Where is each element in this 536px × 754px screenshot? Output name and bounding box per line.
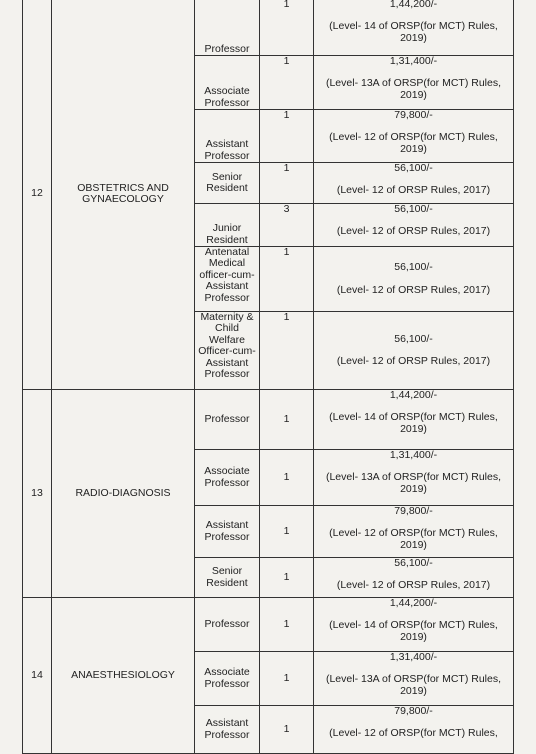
- pay-amount: 1,44,200/-: [389, 0, 438, 10]
- post-name: Junior Resident: [195, 204, 260, 247]
- pay-level: (Level- 12 of ORSP Rules, 2017): [336, 579, 491, 592]
- post-count: 1: [260, 558, 314, 598]
- department-name: RADIO-DIAGNOSIS: [52, 390, 195, 598]
- post-name: Assistant Professor: [195, 110, 260, 163]
- post-name: Associate Professor: [195, 450, 260, 506]
- pay-level: (Level- 12 of ORSP(for MCT) Rules,: [329, 727, 498, 740]
- pay-level: (Level- 14 of ORSP(for MCT) Rules, 2019): [329, 411, 498, 435]
- department-name: ANAESTHESIOLOGY: [52, 598, 195, 754]
- pay-amount: 56,100/-: [394, 261, 433, 274]
- pay-cell: [314, 247, 514, 312]
- pay-amount: 1,31,400/-: [389, 651, 438, 663]
- pay-amount: 56,100/-: [394, 162, 433, 174]
- pay-cell: [314, 652, 514, 706]
- pay-level: (Level- 12 of ORSP(for MCT) Rules, 2019): [329, 527, 498, 551]
- pay-level: (Level- 12 of ORSP Rules, 2017): [336, 283, 491, 296]
- pay-amount: 79,800/-: [394, 705, 433, 717]
- post-name: Professor: [195, 0, 260, 56]
- post-count: 1: [260, 450, 314, 506]
- post-count: 1: [260, 390, 314, 450]
- pay-amount: 1,31,400/-: [389, 449, 438, 461]
- post-name: Maternity & Child Welfare Officer-cum-Assistant Professor: [195, 312, 260, 390]
- pay-level: (Level- 12 of ORSP Rules, 2017): [336, 225, 491, 238]
- department-name: OBSTETRICS AND GYNAECOLOGY: [52, 0, 195, 390]
- post-name: Senior Resident: [195, 163, 260, 204]
- post-count: 1: [260, 506, 314, 558]
- posts-table: [22, 0, 514, 754]
- post-name: Professor: [195, 390, 260, 450]
- pay-cell: [314, 0, 514, 56]
- pay-cell: [314, 56, 514, 110]
- table-row: [23, 0, 514, 56]
- post-name: Assistant Professor: [195, 706, 260, 754]
- post-count: 1: [260, 312, 314, 390]
- table-row: [23, 390, 514, 450]
- post-count: 1: [260, 247, 314, 312]
- pay-level: (Level- 14 of ORSP(for MCT) Rules, 2019): [329, 619, 498, 643]
- post-count: 3: [260, 204, 314, 247]
- pay-level: (Level- 13A of ORSP(for MCT) Rules, 2019): [325, 77, 502, 101]
- post-count: 1: [260, 110, 314, 163]
- serial-number: 14: [23, 598, 52, 754]
- pay-level: (Level- 12 of ORSP Rules, 2017): [336, 184, 491, 197]
- post-name: Associate Professor: [195, 56, 260, 110]
- serial-number: 12: [23, 0, 52, 390]
- pay-amount: 79,800/-: [394, 109, 433, 121]
- pay-cell: [314, 110, 514, 163]
- pay-cell: [314, 558, 514, 598]
- pay-amount: 56,100/-: [394, 332, 433, 345]
- post-name: Senior Resident: [195, 558, 260, 598]
- post-count: 1: [260, 652, 314, 706]
- post-name: Assistant Professor: [195, 506, 260, 558]
- post-count: 1: [260, 56, 314, 110]
- pay-amount: 1,44,200/-: [389, 389, 438, 401]
- post-count: 1: [260, 163, 314, 204]
- pay-level: (Level- 12 of ORSP(for MCT) Rules, 2019): [329, 131, 498, 155]
- serial-number: 13: [23, 390, 52, 598]
- pay-level: (Level- 14 of ORSP(for MCT) Rules, 2019): [329, 20, 498, 44]
- post-count: 1: [260, 598, 314, 652]
- post-count: 1: [260, 706, 314, 754]
- pay-cell: [314, 204, 514, 247]
- pay-cell: [314, 163, 514, 204]
- pay-cell: [314, 450, 514, 506]
- table-row: [23, 598, 514, 652]
- pay-amount: 79,800/-: [394, 505, 433, 517]
- pay-level: (Level- 13A of ORSP(for MCT) Rules, 2019): [325, 471, 502, 495]
- post-name: Antenatal Medical officer-cum-Assistant Professor: [195, 247, 260, 312]
- pay-cell: [314, 598, 514, 652]
- pay-amount: 1,44,200/-: [389, 597, 438, 609]
- pay-cell: [314, 312, 514, 390]
- pay-amount: 56,100/-: [394, 203, 433, 215]
- pay-level: (Level- 12 of ORSP Rules, 2017): [336, 355, 491, 367]
- pay-cell: [314, 390, 514, 450]
- post-count: 1: [260, 0, 314, 56]
- pay-amount: 56,100/-: [394, 557, 433, 569]
- pay-cell: [314, 706, 514, 754]
- pay-cell: [314, 506, 514, 558]
- pay-level: (Level- 13A of ORSP(for MCT) Rules, 2019): [325, 673, 502, 697]
- post-name: Professor: [195, 598, 260, 652]
- pay-amount: 1,31,400/-: [389, 55, 438, 67]
- post-name: Associate Professor: [195, 652, 260, 706]
